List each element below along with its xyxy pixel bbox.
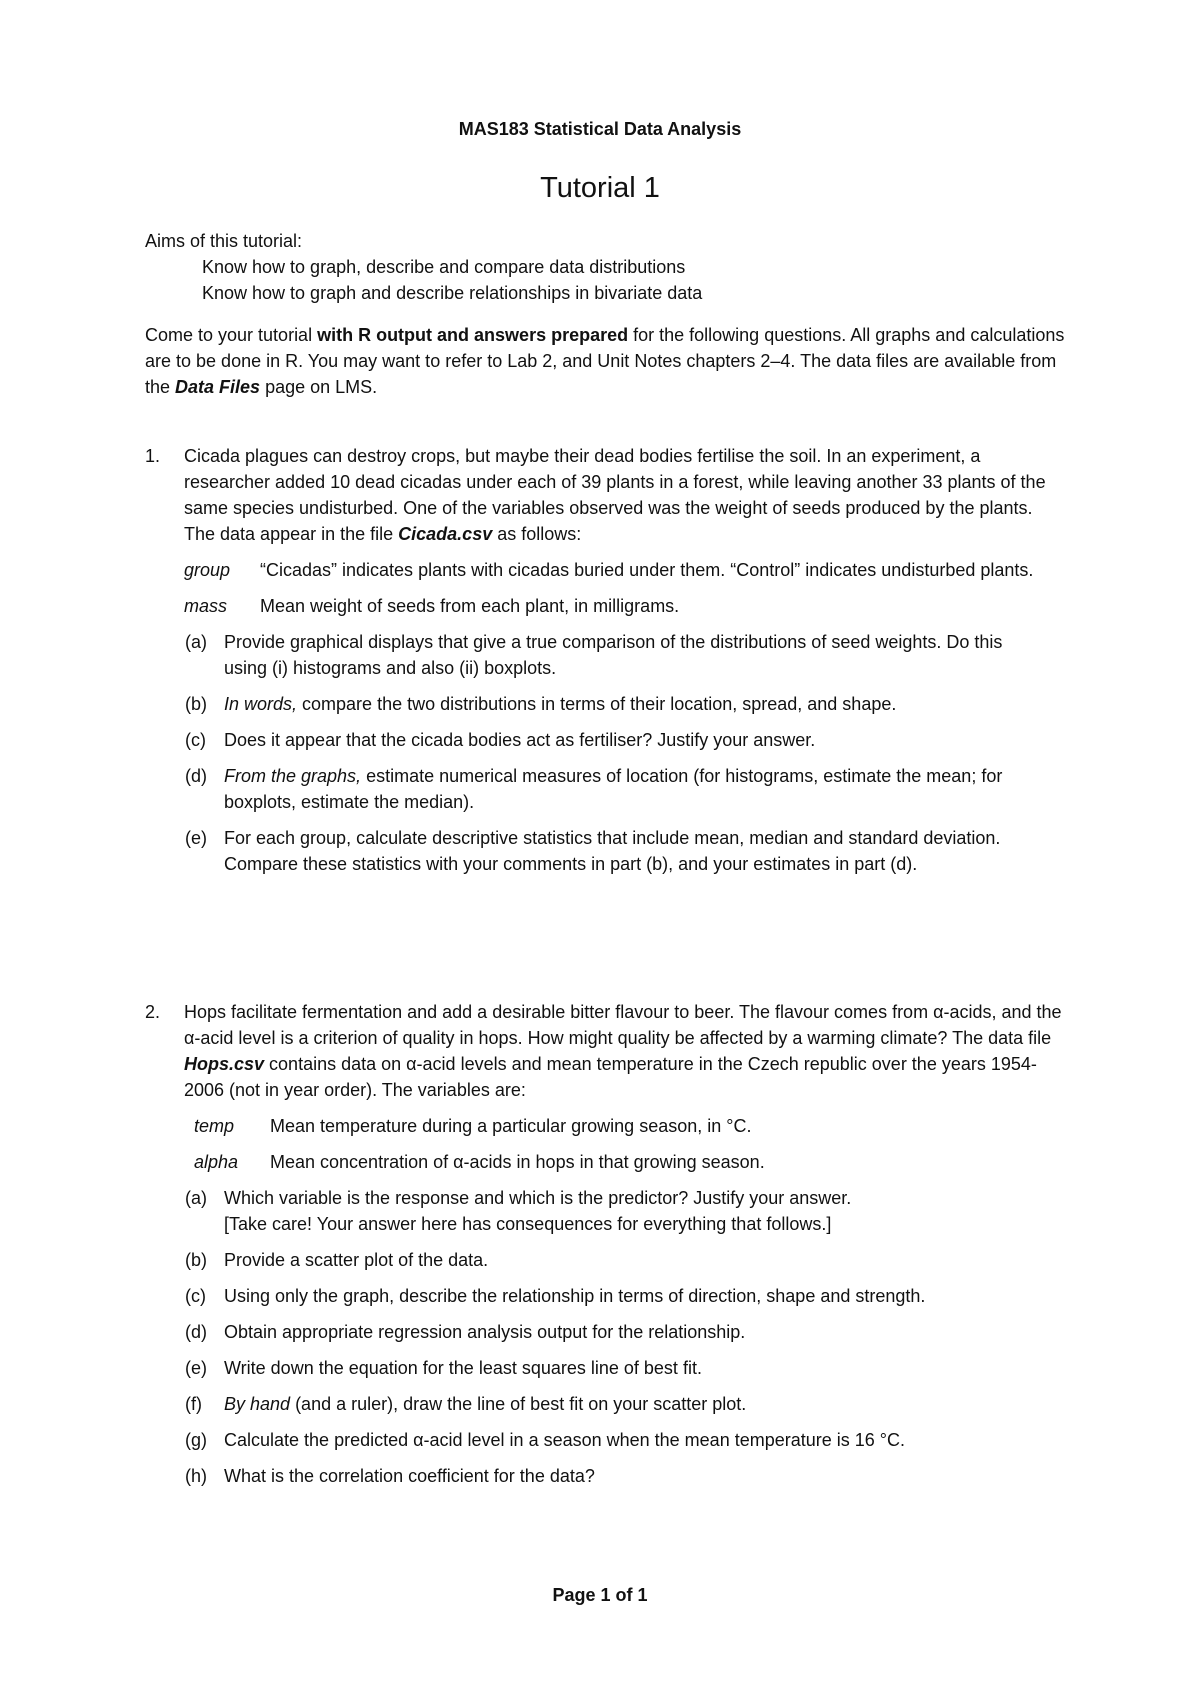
question-part: [145, 1319, 1065, 1345]
course-title: MAS183 Statistical Data Analysis: [458, 119, 742, 139]
part-emphasis: From the graphs,: [224, 766, 362, 786]
part-text: Write down the equation for the least squares line of best fit.: [224, 1358, 702, 1378]
part-text: [224, 1185, 1044, 1237]
question-text: [184, 443, 1062, 547]
question-part: [145, 1391, 1065, 1417]
question-text-part: Hops facilitate fermentation and add a desirable bitter flavour to beer. The flavour comes from α-acids, and the α-acid level is a criterion of quality in hops. How might quality be affected by a warming climate? The data file: [184, 1002, 1062, 1048]
intro-bold-italic: Data Files: [175, 377, 261, 397]
variable-item: [145, 557, 1065, 583]
question-part: [145, 1463, 1065, 1489]
aim-item: Know how to graph and describe relationships in bivariate data: [202, 283, 703, 303]
question-part: [145, 691, 1065, 717]
question-number: 2.: [145, 1002, 161, 1022]
variable-item: [145, 1149, 1065, 1175]
intro-text: for the following questions. All graphs and calculations are to be done in R. You may want to refer to Lab 2, and Unit Notes chapters 2–4. The data files are available from the: [145, 325, 1065, 397]
variable-item: [145, 593, 1065, 619]
page-number: Page 1 of 1: [552, 1585, 648, 1605]
question-text-part: as follows:: [492, 524, 582, 544]
parts-list: [145, 1185, 1065, 1489]
part-label: (g): [185, 1430, 207, 1450]
aims-heading: Aims of this tutorial:: [145, 231, 303, 251]
aims-section: [145, 228, 1065, 306]
intro-bold: with R output and answers prepared: [317, 325, 629, 345]
part-label: (d): [185, 1322, 207, 1342]
part-text: Using only the graph, describe the relationship in terms of direction, shape and strength.: [224, 1286, 926, 1306]
part-label: (c): [185, 730, 206, 750]
part-text-body: estimate numerical measures of location (for histograms, estimate the mean; for boxplots, estimate the median).: [224, 766, 1003, 812]
question-part: [145, 727, 1065, 753]
intro-text: page on LMS.: [260, 377, 378, 397]
tutorial-title: Tutorial 1: [540, 172, 660, 204]
part-text: Does it appear that the cicada bodies act as fertiliser? Justify your answer.: [224, 730, 816, 750]
variable-item: [145, 1113, 1065, 1139]
part-label: (e): [185, 1358, 207, 1378]
part-text: Provide graphical displays that give a true comparison of the distributions of seed weights. Do this using (i) histograms and also (ii) boxplots.: [224, 632, 1003, 678]
variable-desc: Mean temperature during a particular growing season, in °C.: [270, 1116, 752, 1136]
part-emphasis: By hand: [224, 1394, 291, 1414]
part-label: (h): [185, 1466, 207, 1486]
part-text: [224, 1391, 1044, 1417]
part-label: (b): [185, 1250, 207, 1270]
part-text: Obtain appropriate regression analysis output for the relationship.: [224, 1322, 746, 1342]
variable-name: group: [184, 560, 231, 580]
part-label: (f): [185, 1394, 202, 1414]
question-part: [145, 629, 1065, 681]
variable-name: mass: [184, 596, 228, 616]
part-label: (d): [185, 766, 207, 786]
file-name: Cicada.csv: [398, 524, 493, 544]
part-text-body: Which variable is the response and which is the predictor? Justify your answer.: [224, 1188, 852, 1208]
variable-list: [145, 1113, 1065, 1175]
question-1: [145, 443, 1065, 887]
parts-list: [145, 629, 1065, 877]
variable-name: temp: [194, 1116, 235, 1136]
variable-list: [145, 557, 1065, 619]
part-label: (c): [185, 1286, 206, 1306]
part-label: (e): [185, 828, 207, 848]
question-part: [145, 1185, 1065, 1237]
question-part: [145, 763, 1065, 815]
question-text-part: Cicada plagues can destroy crops, but maybe their dead bodies fertilise the soil. In an experiment, a researcher added 10 dead cicadas under each of 39 plants in a forest, while leaving another 33 plants of the same species undisturbed. One of the variables observed was the weight of seeds produced by the plants. The data appear in the file: [184, 446, 1046, 544]
part-text: What is the correlation coefficient for the data?: [224, 1466, 595, 1486]
variable-desc: “Cicadas” indicates plants with cicadas buried under them. “Control” indicates undisturbed plants.: [260, 560, 1034, 580]
question-part: [145, 1427, 1065, 1453]
question-text: [184, 999, 1062, 1103]
question-part: [145, 825, 1065, 877]
part-label: (a): [185, 632, 207, 652]
part-text: For each group, calculate descriptive statistics that include mean, median and standard deviation. Compare these statistics with your comments in part (b), and your estimates in part (d).: [224, 828, 1001, 874]
question-number: 1.: [145, 446, 161, 466]
variable-desc: Mean concentration of α-acids in hops in that growing season.: [270, 1152, 765, 1172]
variable-desc: Mean weight of seeds from each plant, in milligrams.: [260, 596, 680, 616]
part-emphasis: In words,: [224, 694, 298, 714]
question-2: [145, 999, 1065, 1499]
part-note: [Take care! Your answer here has consequences for everything that follows.]: [224, 1214, 832, 1234]
question-part: [145, 1355, 1065, 1381]
intro-text: Come to your tutorial: [145, 325, 318, 345]
part-label: (a): [185, 1188, 207, 1208]
file-name: Hops.csv: [184, 1054, 265, 1074]
question-text-part: contains data on α-acid levels and mean temperature in the Czech republic over the years 1954-2006 (not in year order). The variables are:: [184, 1054, 1037, 1100]
intro-paragraph: [145, 322, 1065, 400]
part-text-body: (and a ruler), draw the line of best fit on your scatter plot.: [290, 1394, 747, 1414]
variable-name: alpha: [194, 1152, 239, 1172]
part-text-body: compare the two distributions in terms of their location, spread, and shape.: [297, 694, 897, 714]
part-text: Calculate the predicted α-acid level in a season when the mean temperature is 16 °C.: [224, 1430, 905, 1450]
part-text: [224, 763, 1044, 815]
question-part: [145, 1247, 1065, 1273]
part-text: [224, 691, 1044, 717]
question-part: [145, 1283, 1065, 1309]
part-label: (b): [185, 694, 207, 714]
part-text: Provide a scatter plot of the data.: [224, 1250, 489, 1270]
aim-item: Know how to graph, describe and compare data distributions: [202, 257, 686, 277]
